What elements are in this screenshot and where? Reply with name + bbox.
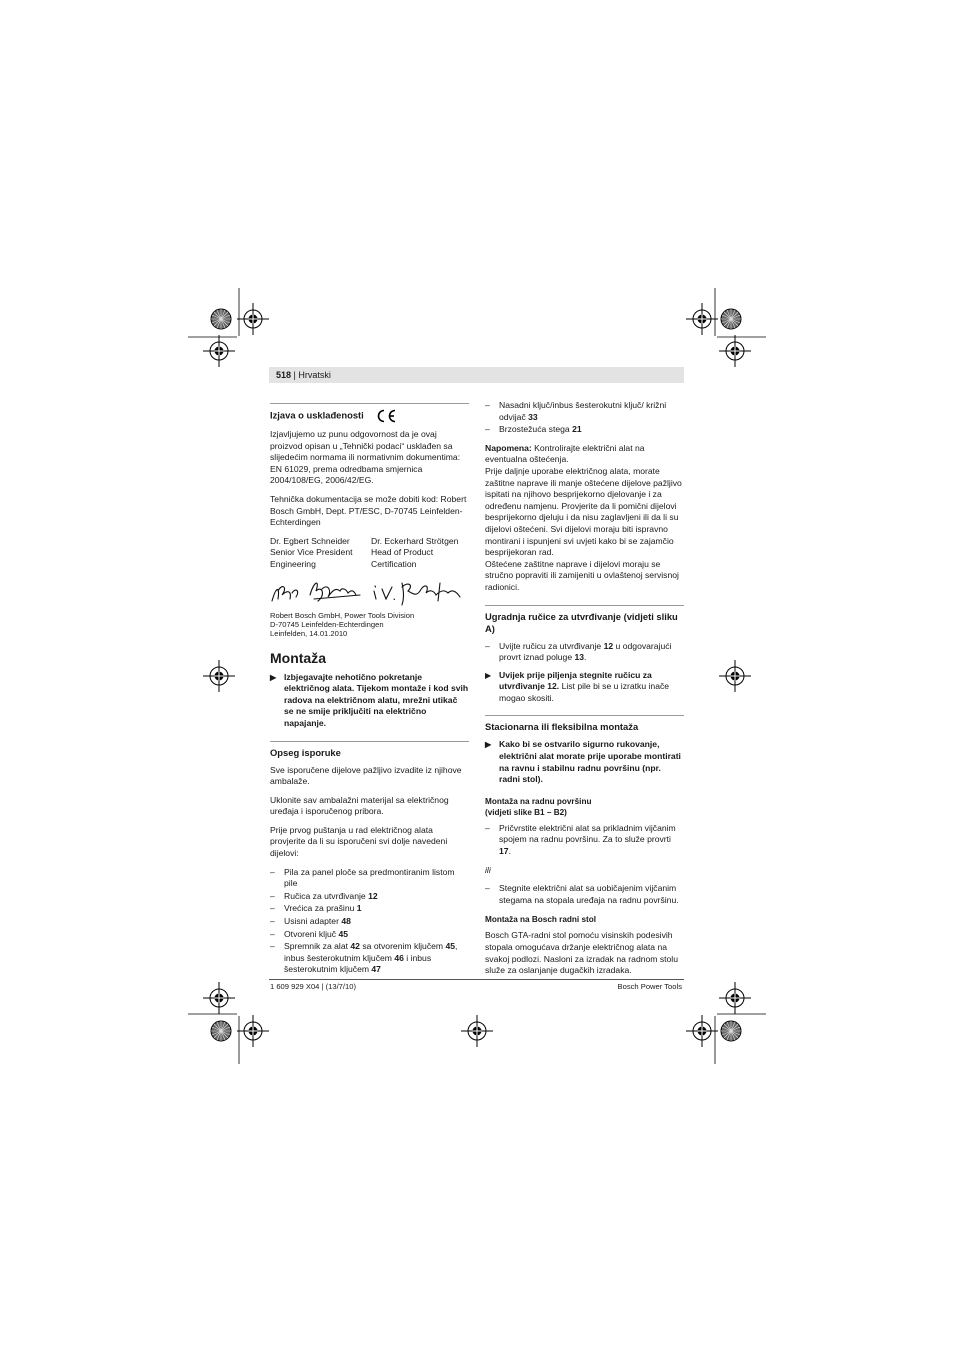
item-text: Brzostežuća stega: [499, 424, 573, 435]
warning-rest: List pile bi se u izratku inače mogao skositi.: [499, 681, 670, 703]
list-item: [485, 400, 684, 423]
footer-right: Bosch Power Tools: [617, 982, 682, 991]
stacionarna-heading: Stacionarna ili fleksibilna montaža: [485, 721, 639, 733]
item-num: 48: [341, 916, 351, 927]
signer1-name: Dr. Egbert Schneider: [270, 535, 350, 546]
arrow-icon: ▶: [485, 740, 492, 750]
montaza-heading: Montaža: [270, 649, 326, 666]
dash: –: [270, 903, 275, 914]
item-num: 13: [574, 652, 585, 663]
section-rule: [485, 715, 684, 716]
opseg-p2: Uklonite sav ambalažni materijal sa električnog uređaja i isporučenog pribora.: [270, 794, 449, 817]
signers: [270, 536, 469, 571]
header-language: Hrvatski: [298, 370, 331, 380]
footer-left: 1 609 929 X04 | (13/7/10): [270, 982, 356, 991]
list-item: [485, 641, 684, 664]
item-text: Vrećica za prašinu: [284, 903, 357, 914]
item-num: 33: [528, 411, 538, 422]
signatures-image: [270, 577, 469, 607]
arrow-icon: ▶: [270, 672, 277, 682]
declaration-text: Izjavljujemo uz punu odgovornost da je ovaj proizvod opisan u „Tehnički podaci“ usklađen sa slijedećim normama ili normativnim dokumentima: EN 61029, prema odredbama smjernica 2004/108/EG, 2006/42/EG.: [270, 429, 461, 486]
note-p3: Oštećene zaštitne naprave i dijelovi moraju se stručno popraviti ili zamijeniti u ovlaštenoj servisnoj radionici.: [485, 558, 679, 592]
item-text: Spremnik za alat: [284, 941, 351, 952]
dash: –: [485, 822, 490, 833]
dash: –: [485, 883, 490, 894]
address-line1: Robert Bosch GmbH, Power Tools Division: [270, 610, 415, 620]
note-label: Napomena:: [485, 442, 532, 453]
ce-mark-icon: [376, 409, 398, 423]
note-text: Kontrolirajte električni alat na eventualna oštećenja.: [485, 442, 645, 465]
list-item: [485, 424, 684, 436]
item-text: Uvijte ručicu za utvrđivanje: [499, 640, 604, 651]
item-num: 1: [356, 903, 362, 914]
list-item: [270, 891, 469, 903]
signer1-title2: Engineering: [270, 558, 316, 569]
item-text: Pila za panel ploče sa predmontiranim listom pile: [284, 866, 455, 889]
item-num: 21: [572, 424, 582, 435]
note-p2: Prije daljnje uporabe električnog alata, morate zaštitne naprave ili manje oštećene dijelove pažljivo ispitati na njihovo besprijekorno djelovanje i za određenu namjenu. Provjerite da li pomični dijelovi besprijekorno djeluju i da nisu zaglavljeni ili da li su dijelovi oštećeni. Svi dijelovi moraju biti ispravno montirani i ispunjeni svi uvjeti kako bi se zajamčio besprijekoran rad.: [485, 465, 682, 558]
item-text: Ručica za utvrđivanje: [284, 890, 369, 901]
opseg-heading: Opseg isporuke: [270, 746, 341, 758]
header-band: [269, 367, 684, 383]
list-item: [485, 823, 684, 858]
item-text: u odgovarajući provrt iznad poluge: [499, 640, 672, 663]
montaza-warning: [270, 672, 469, 730]
item-text: Stegnite električni alat sa uobičajenim vijčanim stegama na stopala uređaja na radnu površinu.: [499, 883, 679, 905]
item-text: Pričvrstite električni alat sa prikladnim vijčanim spojem na radnu površinu. Za to služe provrti: [499, 822, 676, 845]
dash: –: [270, 941, 275, 952]
list-item: [270, 867, 469, 890]
item-num: 17: [499, 846, 509, 857]
list-item: [485, 883, 684, 906]
list-item: [270, 903, 469, 915]
warning-bold: Uvijek prije piljenja stegnite ručicu za utvrđivanje 12.: [499, 669, 652, 692]
place-date: Leinfelden, 14.01.2010: [270, 628, 348, 638]
ili-text: ili: [485, 864, 491, 875]
dash: –: [485, 640, 490, 651]
section-rule: [270, 403, 469, 404]
montaza-rp-heading: Montaža na radnu površinu (vidjeti slike B1 – B2): [485, 796, 592, 817]
montaza-warning-text: Izbjegavajte nehotično pokretanje električnog alata. Tijekom montaže i kod svih radova na električnom alatu, mrežni utikač se ne smije priključiti na električno napajanje.: [284, 671, 469, 728]
signer2-title1: Head of Product: [371, 547, 434, 558]
declaration-title: Izjava o usklađenosti: [270, 409, 364, 421]
item-text: Usisni adapter: [284, 916, 342, 927]
warning-text: Kako bi se ostvarilo sigurno rukovanje, električni alat morate prije uporabe montirati na ravnu i stabilnu radnu površinu (npr. radni stol).: [499, 739, 681, 785]
item-text: i inbus šesterokutnim ključem: [284, 952, 432, 975]
dash: –: [270, 916, 275, 927]
note: [485, 443, 684, 466]
right-column: [485, 400, 684, 977]
dash: –: [485, 424, 490, 435]
footer-rule: [269, 979, 684, 980]
dash: –: [270, 890, 275, 901]
arrow-icon: ▶: [485, 670, 492, 680]
list-item: [270, 929, 469, 941]
address-line2: D-70745 Leinfelden-Echterdingen: [270, 619, 384, 629]
signer2-name: Dr. Eckerhard Strötgen: [371, 535, 459, 546]
item-text: Otvoreni ključ: [284, 928, 339, 939]
opseg-p3: Prije prvog puštanja u rad električnog alata provjerite da li su isporučeni svi dolje navedeni dijelovi:: [270, 824, 448, 859]
bosch-stol-text: Bosch GTA-radni stol pomoću visinskih podesivih stopala omogućava držanje električnog alata na svakoj podlozi. Nasloni za izradak na radnom stolu služe za oslanjanje dugačkih izradaka.: [485, 930, 678, 976]
list-item: [270, 941, 469, 976]
item-num: 12: [368, 890, 378, 901]
section-rule: [485, 605, 684, 606]
item-num: 45: [338, 928, 349, 939]
header-separator: |: [293, 370, 296, 380]
list-item: [270, 916, 469, 928]
page-header: [276, 369, 331, 381]
item-num: 45: [445, 941, 456, 952]
signer1-title1: Senior Vice President: [270, 547, 353, 558]
item-num: 42: [350, 941, 360, 952]
item-num: 47: [371, 964, 381, 975]
left-column: [270, 403, 469, 977]
dash: –: [270, 866, 275, 877]
dash: –: [270, 928, 275, 939]
tech-doc-text: Tehnička dokumentacija se može dobiti kod: Robert Bosch GmbH, Dept. PT/ESC, D-70745 Leinfelden-Echterdingen: [270, 493, 467, 528]
bosch-stol-heading: Montaža na Bosch radni stol: [485, 915, 596, 925]
ugradnja-heading: Ugradnja ručice za utvrđivanje (vidjeti sliku A): [485, 610, 678, 634]
page-number: 518: [276, 370, 292, 380]
stacionarna-warning: [485, 739, 684, 785]
ugradnja-warning: [485, 670, 684, 705]
item-text: , inbus šesterokutnim ključem: [284, 941, 458, 963]
item-text: .: [508, 846, 511, 857]
item-text: sa otvorenim ključem: [359, 941, 446, 952]
item-text: Nasadni ključ/inbus šesterokutni ključ/ križni odvijač: [499, 400, 667, 422]
section-rule: [270, 741, 469, 742]
item-num: 46: [394, 952, 404, 963]
declaration-heading: [270, 409, 469, 423]
opseg-p1: Sve isporučene dijelove pažljivo izvadite iz njihove ambalaže.: [270, 764, 462, 787]
signer2-title2: Certification: [371, 558, 417, 569]
item-num: 12: [603, 640, 614, 651]
dash: –: [485, 400, 490, 410]
item-text: .: [584, 652, 587, 663]
